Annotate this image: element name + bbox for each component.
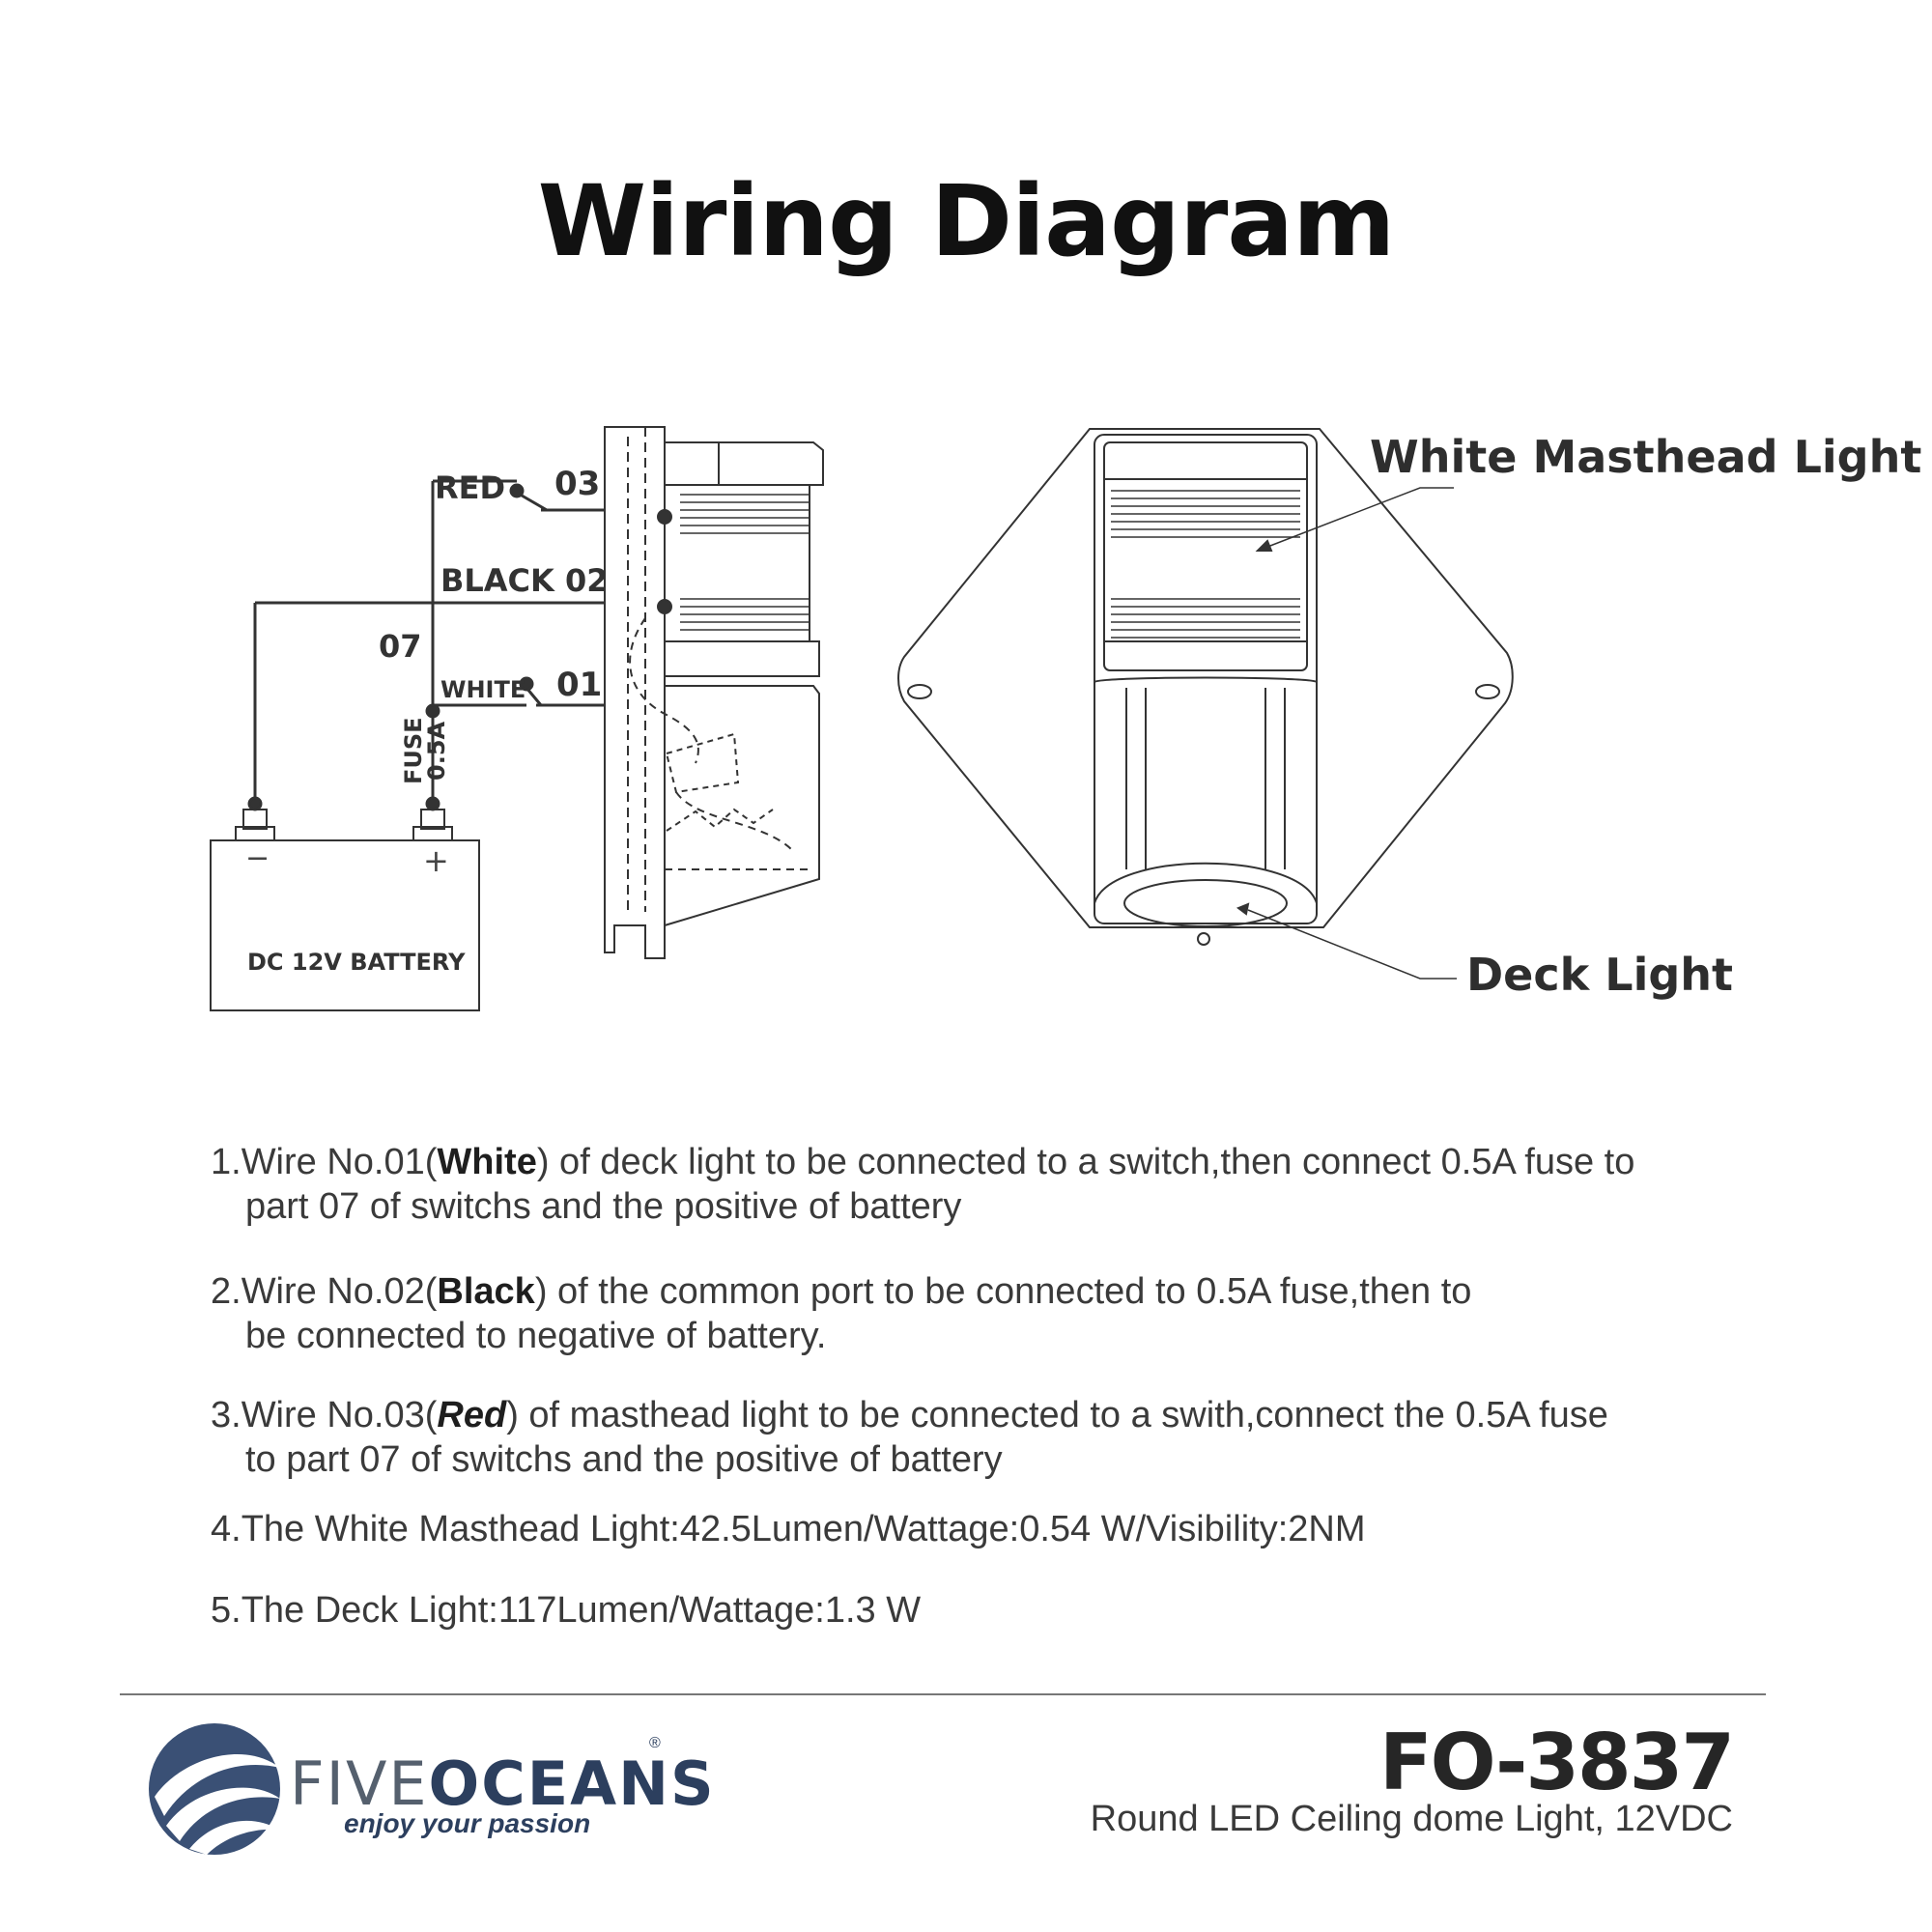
instruction-continuation: be connected to negative of battery. bbox=[245, 1316, 827, 1356]
instruction-wire-color: Red bbox=[437, 1395, 507, 1435]
instruction-item bbox=[211, 1140, 1756, 1229]
masthead-fins bbox=[680, 495, 810, 630]
footer-divider bbox=[120, 1693, 1766, 1695]
brand-light: FIVE bbox=[290, 1748, 429, 1819]
fuse-node bbox=[427, 705, 439, 717]
model-number: FO-3837 bbox=[1379, 1718, 1733, 1807]
battery-label: DC 12V BATTERY bbox=[247, 949, 466, 976]
battery-plus-sign: + bbox=[423, 842, 449, 879]
brand-tagline: enjoy your passion bbox=[344, 1808, 591, 1838]
fuse-rating: 0.5A bbox=[423, 721, 450, 781]
front-masthead-fins bbox=[1111, 491, 1300, 638]
registered-mark: ® bbox=[649, 1735, 661, 1751]
white-number: 01 bbox=[556, 666, 603, 704]
battery-neg-node bbox=[249, 798, 261, 810]
fuse-label: FUSE bbox=[400, 717, 427, 784]
instruction-line: 5.The Deck Light:117Lumen/Wattage:1.3 W bbox=[211, 1590, 922, 1631]
page-title: Wiring Diagram bbox=[537, 164, 1395, 279]
battery-pos-node bbox=[427, 798, 439, 810]
instruction-line: 2.Wire No.02(Black) of the common port to be connected to 0.5A fuse,then to bbox=[211, 1271, 1472, 1312]
instruction-line: 1.Wire No.01(White) of deck light to be connected to a switch,then connect 0.5A fuse to bbox=[211, 1142, 1635, 1182]
model-description: Round LED Ceiling dome Light, 12VDC bbox=[1090, 1799, 1733, 1839]
mount-hole-right bbox=[1476, 685, 1499, 698]
part-07-label: 07 bbox=[379, 628, 422, 665]
instruction-continuation: to part 07 of switchs and the positive of battery bbox=[245, 1439, 1003, 1480]
instruction-continuation: part 07 of switchs and the positive of battery bbox=[245, 1186, 962, 1227]
red-label: RED bbox=[435, 469, 506, 506]
instruction-wire-color: White bbox=[437, 1142, 537, 1182]
deck-light-lens bbox=[1124, 880, 1287, 926]
deck-leader bbox=[1248, 910, 1457, 979]
instruction-line: 3.Wire No.03(Red) of masthead light to be connected to a swith,connect the 0.5A fuse bbox=[211, 1395, 1608, 1435]
fixture-front-view bbox=[898, 429, 1513, 979]
masthead-callout: White Masthead Light bbox=[1370, 431, 1922, 483]
mount-hole-left bbox=[908, 685, 931, 698]
instruction-item bbox=[211, 1507, 1756, 1551]
black-label: BLACK 02 bbox=[440, 562, 609, 599]
instruction-wire-color: Black bbox=[437, 1271, 535, 1312]
red-number: 03 bbox=[554, 465, 601, 503]
fixture-side-view bbox=[605, 427, 823, 958]
instruction-item bbox=[211, 1588, 1756, 1633]
masthead-leader bbox=[1258, 488, 1454, 551]
white-label: WHITE bbox=[440, 676, 526, 703]
deck-light-callout: Deck Light bbox=[1466, 949, 1733, 1001]
instruction-line: 4.The White Masthead Light:42.5Lumen/Wattage:0.54 W/Visibility:2NM bbox=[211, 1509, 1366, 1549]
red-switch-contact bbox=[511, 485, 523, 497]
battery-minus-sign: − bbox=[245, 841, 270, 875]
instruction-item bbox=[211, 1269, 1756, 1358]
brand-bold: OCEANS bbox=[428, 1748, 716, 1819]
five-oceans-logo-icon bbox=[149, 1723, 280, 1855]
instruction-item bbox=[211, 1393, 1756, 1482]
